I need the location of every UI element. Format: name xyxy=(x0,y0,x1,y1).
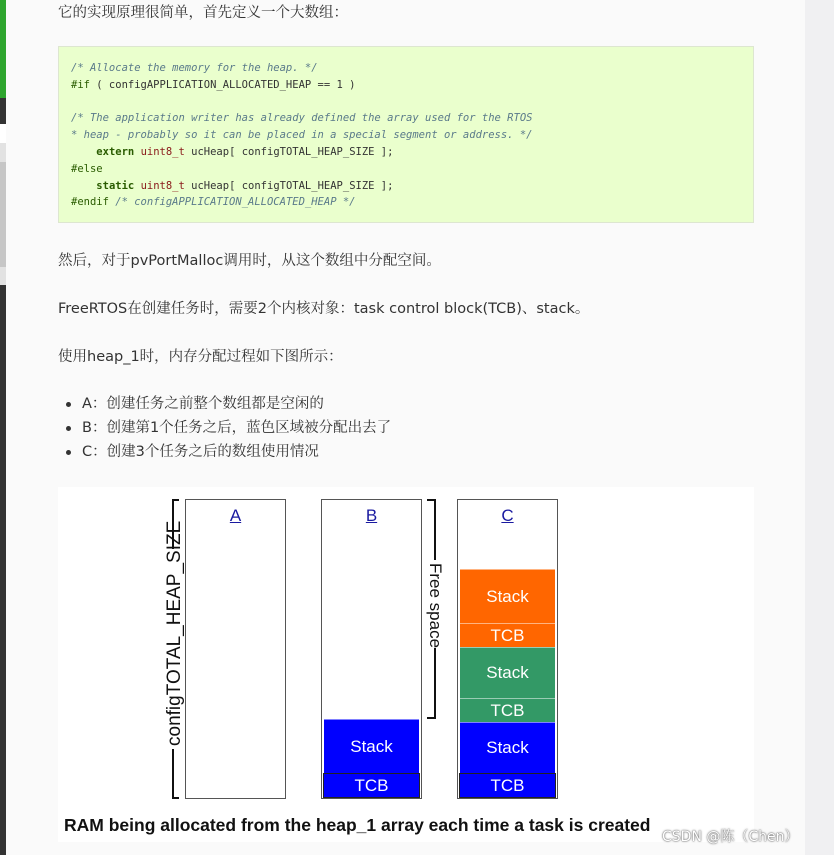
code-keyword: #else xyxy=(71,162,103,175)
code-keyword: #endif xyxy=(71,196,109,209)
task1-tcb: TCB xyxy=(323,773,420,798)
code-comment: /* configAPPLICATION_ALLOCATED_HEAP */ xyxy=(115,196,356,209)
code-keyword: #if xyxy=(71,78,90,91)
task1-tcb: TCB xyxy=(459,773,556,798)
free-space-label: Free space xyxy=(425,560,445,648)
watermark: CSDN @陈（Chen） xyxy=(662,829,799,845)
sidebar-dark xyxy=(0,98,6,124)
paragraph: 然后，对于pvPortMalloc调用时，从这个数组中分配空间。 xyxy=(58,253,441,269)
code-comment: /* Allocate the memory for the heap. */ xyxy=(71,62,318,74)
code-comment: /* The application writer has already defined the array used for the RTOS xyxy=(71,112,533,125)
code-block xyxy=(58,46,754,223)
task1-stack: Stack xyxy=(460,722,555,773)
array-a-label: A xyxy=(229,506,242,525)
task3-tcb: TCB xyxy=(460,623,555,647)
code-keyword: extern xyxy=(96,145,135,158)
sidebar-gap xyxy=(0,124,6,143)
code-keyword: static xyxy=(96,179,135,192)
code-text: ucHeap[ configTOTAL_HEAP_SIZE ]; xyxy=(184,179,394,192)
list-item: C：创建3个任务之后的数组使用情况 xyxy=(58,440,391,464)
heap-diagram xyxy=(58,487,754,842)
code-comment: * heap - probably so it can be placed in a special segment or address. */ xyxy=(71,129,533,142)
array-c xyxy=(457,499,558,799)
scroll-thumb[interactable] xyxy=(0,162,6,267)
scroll-track xyxy=(0,143,6,162)
task2-stack: Stack xyxy=(460,647,555,698)
sidebar-accent xyxy=(0,0,6,98)
paragraph: 使用heap_1时，内存分配过程如下图所示： xyxy=(58,349,343,365)
task1-stack: Stack xyxy=(324,719,419,773)
right-gutter xyxy=(805,0,834,855)
code-type: uint8_t xyxy=(140,145,185,158)
code-text: ( configAPPLICATION_ALLOCATED_HEAP == 1 ) xyxy=(89,78,356,91)
sidebar-dark xyxy=(0,285,6,855)
array-b-label: B xyxy=(365,506,378,525)
paragraph: FreeRTOS在创建任务时，需要2个内核对象：task control block(TCB)、stack。 xyxy=(58,301,590,317)
figure-caption: RAM being allocated from the heap_1 array each time a task is created xyxy=(64,815,651,835)
task3-stack: Stack xyxy=(460,569,555,623)
code-text: ucHeap[ configTOTAL_HEAP_SIZE ]; xyxy=(184,145,394,158)
code-type: uint8_t xyxy=(140,179,185,192)
intro-text: 它的实现原理很简单，首先定义一个大数组： xyxy=(58,5,348,21)
array-c-label: C xyxy=(501,506,514,525)
scroll-track xyxy=(0,267,6,285)
list-item: B：创建第1个任务之后，蓝色区域被分配出去了 xyxy=(58,416,391,440)
task2-tcb: TCB xyxy=(460,698,555,722)
array-a xyxy=(185,499,286,799)
bullet-list xyxy=(58,392,391,464)
list-item: A：创建任务之前整个数组都是空闲的 xyxy=(58,392,391,416)
heap-size-label: configTOTAL_HEAP_SIZE xyxy=(164,549,186,749)
array-b xyxy=(321,499,422,799)
